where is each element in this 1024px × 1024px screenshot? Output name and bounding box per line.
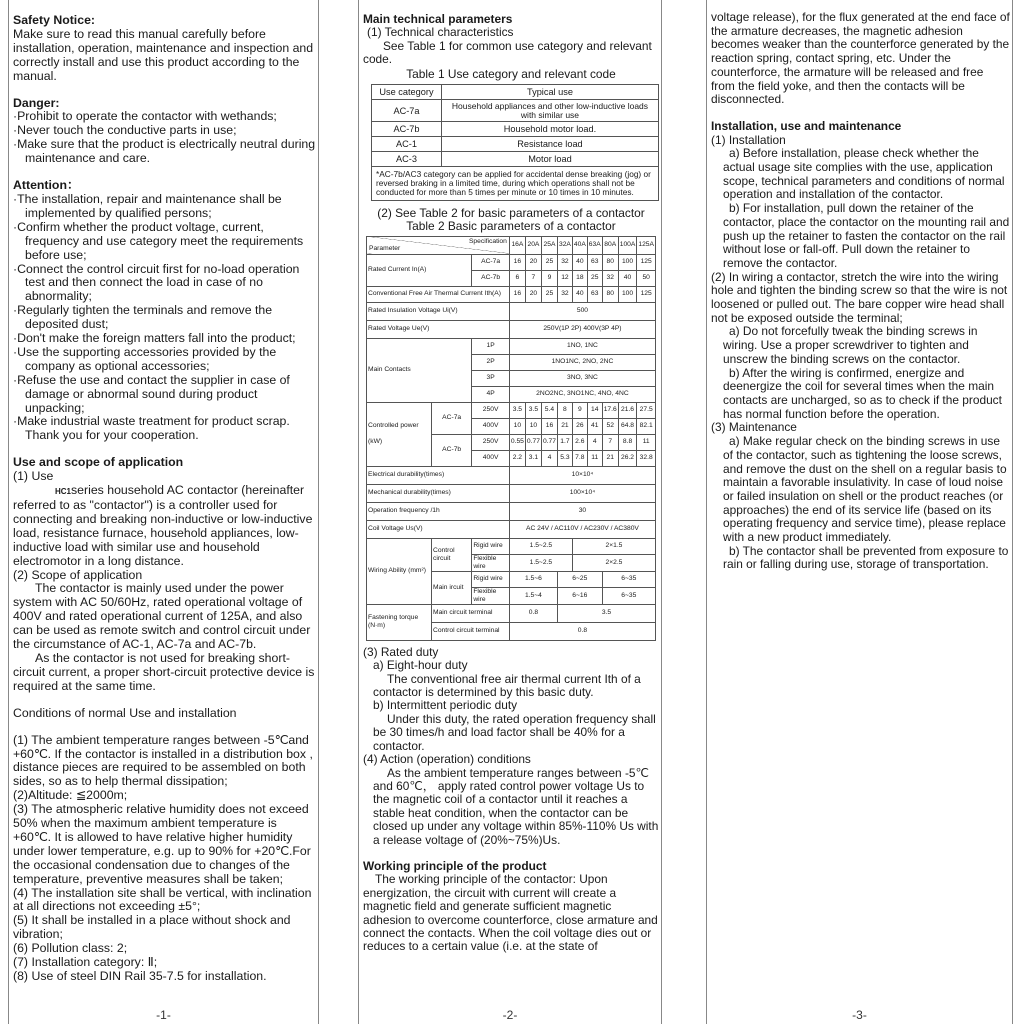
- table-cell: 3.5: [525, 402, 541, 418]
- table-cell: 63: [587, 254, 602, 270]
- table-cell: 30: [509, 502, 655, 520]
- table-cell: 0.55: [509, 434, 525, 450]
- table-cell: 52: [602, 418, 618, 434]
- table-cell: 2×1.5: [572, 538, 655, 554]
- table-cell: Wiring Ability (mm²): [367, 538, 432, 604]
- table-cell: 10×10⁴: [509, 466, 655, 484]
- table-cell: 3.1: [525, 450, 541, 466]
- page-number: -1-: [156, 1008, 171, 1022]
- table-cell: AC-7a: [432, 402, 472, 434]
- table-cell: 63A: [587, 236, 602, 254]
- main-params-title: Main technical parameters: [363, 12, 513, 26]
- table-cell: 20: [525, 286, 541, 302]
- table-cell: 0.8: [509, 604, 557, 622]
- continued-text: voltage release), for the flux generated at the end face of the armature decreases, the magnetic adhesion becomes weaker than the counterforce generated by the reaction spring, contact spring, etc. Under the counterforce, the armature will be released and free from the field yoke, and then the contacts will be disconnected.: [711, 10, 1010, 107]
- table-cell: AC-7a: [472, 254, 510, 270]
- attention-title: Attention：: [13, 178, 80, 193]
- wiring-b: b) After the wiring is confirmed, energize and deenergize the coil for several times when the main contacts are uncharged, so as to check if the product has normal function before the operation.: [723, 365, 1002, 421]
- condition-item: (1) The ambient temperature ranges between -5℃and +60℃. If the contactor is installed in a distribution box , distance pieces are required to be assembled on both sides, so as to help thermal dissipation;: [13, 732, 313, 789]
- manual-page-2: [358, 0, 662, 1024]
- table-basic-parameters: [366, 236, 656, 641]
- condition-item: (6) Pollution class: 2;: [13, 941, 128, 956]
- installation-b: b) For installation, pull down the retainer of the contactor, place the contactor on the mounting rail and push up the retainer to fasten the contactor on the rail without lose or fall-off. Pull down the retainer to remove the contactor.: [723, 201, 1010, 270]
- use-scope-title: Use and scope of application: [13, 455, 184, 470]
- table-use-category: [371, 84, 659, 201]
- table-cell: AC-7a: [372, 100, 442, 122]
- table-cell: 80A: [602, 236, 618, 254]
- table-cell: 1.5~2.5: [509, 538, 572, 554]
- scope-subtitle: (2) Scope of application: [13, 567, 143, 582]
- table-cell: 17.6: [602, 402, 618, 418]
- table-cell: 20A: [525, 236, 541, 254]
- table-cell: 16: [509, 286, 525, 302]
- condition-item: (5) It shall be installed in a place without shock and vibration;: [13, 913, 291, 942]
- table-cell: 16: [509, 254, 525, 270]
- condition-item: (3) The atmospheric relative humidity does not exceed 50% when the maximum ambient temperature is +60℃. It is allowed to have relative higher humidity under lower temperature, e.g. up to 90% for +20℃.For the occasional condensation due to changes of the temperature, preventive measures shall be taken;: [13, 802, 311, 886]
- attention-item: ·Confirm whether the product voltage, current, frequency and use category meet the requirements before use;: [13, 219, 304, 262]
- condition-item: (8) Use of steel DIN Rail 35-7.5 for installation.: [13, 969, 267, 983]
- table-cell: Controlled power (kW): [367, 402, 432, 466]
- table-row: [367, 236, 656, 254]
- table-cell: 9: [541, 270, 557, 286]
- table-cell: 100: [618, 286, 637, 302]
- table-cell: 4: [587, 434, 602, 450]
- table-cell: 250V: [472, 434, 510, 450]
- table-cell: Rated Voltage Ue(V): [367, 320, 510, 338]
- table-cell: 1.5~6: [509, 571, 557, 587]
- table-cell: 26.2: [618, 450, 637, 466]
- table-cell: 3.5: [509, 402, 525, 418]
- danger-item: ·Make sure that the product is electrically neutral during maintenance and care.: [13, 137, 316, 166]
- table-cell: Operation frequency /1h: [367, 502, 510, 520]
- table-cell: 11: [587, 450, 602, 466]
- table-cell: Resistance load: [441, 137, 658, 152]
- manual-page-1: [8, 0, 319, 1024]
- condition-item: (7) Installation category: Ⅱ;: [13, 955, 158, 970]
- manual-page-3: [706, 0, 1013, 1024]
- table-cell: Main circuit terminal: [432, 604, 510, 622]
- duty-a-text: The conventional free air thermal current Ith of a contactor is determined by this basic duty.: [373, 671, 641, 700]
- maintenance-subtitle: (3) Maintenance: [711, 420, 797, 435]
- attention-item: ·Use the supporting accessories provided by the company as optional accessories;: [13, 344, 277, 373]
- table-cell: 6~35: [602, 587, 655, 604]
- table-cell: 1.5~4: [509, 587, 557, 604]
- table-cell: 4P: [472, 386, 510, 402]
- use-text: series household AC contactor (hereinafter referred to as "contactor") is a controller used for connecting and breaking non-inductive or low-inductive load, resistance furnace, household appliances, low-inductive load with similar use and household electromotor in a long distance.: [13, 483, 313, 568]
- use-subtitle: (1) Use: [13, 469, 54, 484]
- table-cell: 100A: [618, 236, 637, 254]
- page-number: -2-: [502, 1008, 518, 1022]
- table-header: Typical use: [441, 85, 658, 100]
- table-cell: 80: [602, 286, 618, 302]
- table-cell: 3NO, 3NC: [509, 370, 655, 386]
- table-cell: 32: [602, 270, 618, 286]
- duty-b-text: Under this duty, the rated operation frequency shall be 30 times/h and load factor shall be 40% for a contactor.: [373, 711, 656, 753]
- table-cell: 63: [587, 286, 602, 302]
- scope-text: The contactor is mainly used under the power system with AC 50/60Hz, rated operational voltage of 400V and rated operational current of 125A, and also can be used as remote switch and control circuit under the circumstance of AC-1, AC-7a and AC-7b.: [13, 581, 311, 652]
- table-cell: Coil Voltage Us(V): [367, 520, 510, 538]
- table-cell: 8.8: [618, 434, 637, 450]
- maintenance-b: b) The contactor shall be prevented from exposure to rain or falling during use, storage of transportation.: [723, 543, 1009, 572]
- table-cell: Rated Current In(A): [367, 254, 472, 286]
- table-cell: 10: [509, 418, 525, 434]
- table-cell: 7.8: [572, 450, 587, 466]
- table-row: [372, 100, 659, 122]
- table-row: [367, 402, 656, 418]
- installation-subtitle: (1) Installation: [711, 132, 786, 147]
- table-cell: Fastening torque (N·m): [367, 604, 432, 640]
- wiring-a: a) Do not forcefully tweak the binding screws in wiring. Use a proper screwdriver to tighten and unscrew the binding screws on the contactor.: [723, 324, 978, 366]
- table-cell: 21: [602, 450, 618, 466]
- working-principle-title: Working principle of the product: [363, 858, 547, 873]
- table-header: Use category: [372, 85, 442, 100]
- table2-caption: Table 2 Basic parameters of a contactor: [406, 219, 616, 234]
- table-row: [367, 286, 656, 302]
- maintenance-a: a) Make regular check on the binding screws in use of the contactor, such as tightening the loose screws, and remove the dust on the shell on a regular basis to maintain a favorable insulativity. In case of loud noise or failed insulation on shell or the product reaches (or approaches) the end of its service life (based on its operating frequency and service time), please replace with a new product immediately.: [723, 434, 1007, 545]
- table-cell: 10: [525, 418, 541, 434]
- table-cell: Main Contacts: [367, 338, 472, 402]
- table-cell: 400V: [472, 418, 510, 434]
- table2-intro: (2) See Table 2 for basic parameters of a contactor: [377, 206, 645, 221]
- attention-item: ·The installation, repair and maintenance shall be implemented by qualified persons;: [13, 191, 282, 220]
- table-cell: 3P: [472, 370, 510, 386]
- table-cell: 125: [637, 286, 656, 302]
- table-cell: 1NO1NC, 2NO, 2NC: [509, 354, 655, 370]
- table-cell: 8: [557, 402, 572, 418]
- safety-notice-title: Safety Notice:: [13, 13, 96, 27]
- table-cell: AC-7b: [432, 434, 472, 466]
- table-cell: 7: [525, 270, 541, 286]
- scope-text-2: As the contactor is not used for breaking short-circuit current, a proper short-circuit protective device is required at the same time.: [13, 650, 315, 693]
- table-cell: 2NO2NC, 3NO1NC, 4NO, 4NC: [509, 386, 655, 402]
- table-cell: 25: [541, 286, 557, 302]
- table-cell: Rigid wire: [472, 571, 510, 587]
- table-row: [367, 604, 656, 622]
- attention-item: ·Connect the control circuit first for no-load operation test and then connect the load in case of no abnormality;: [13, 261, 300, 304]
- table-cell: Flexible wire: [472, 587, 510, 604]
- table-cell: 2.2: [509, 450, 525, 466]
- table-cell: 32.8: [637, 450, 656, 466]
- danger-item: ·Never touch the conductive parts in use;: [13, 123, 237, 138]
- page-2-content: [363, 13, 659, 954]
- table-cell: AC 24V / AC110V / AC230V / AC380V: [509, 520, 655, 538]
- table-cell: 64.8: [618, 418, 637, 434]
- duty-b: b) Intermittent periodic duty: [373, 698, 518, 713]
- table-row: [367, 538, 656, 554]
- table1-caption: Table 1 Use category and relevant code: [406, 66, 616, 81]
- table-cell: 250V(1P 2P) 400V(3P 4P): [509, 320, 655, 338]
- action-text: As the ambient temperature ranges between -5℃ and 60℃， apply rated control power voltage Us to the magnetic coil of a contactor until it reaches a stable heat condition, when the contactor can be closed up under any voltage within 85%-110% Us with a release voltage of (20%~75%)Us.: [373, 765, 659, 847]
- table-cell: 21: [557, 418, 572, 434]
- table-cell: Rigid wire: [472, 538, 510, 554]
- table-cell: 9: [572, 402, 587, 418]
- action-title: (4) Action (operation) conditions: [363, 752, 531, 767]
- table-cell: 40: [572, 286, 587, 302]
- working-principle-text: The working principle of the contactor: Upon energization, the circuit with current will create a magnetic field and generate sufficient magnetic adhesion to overcome counterforce, close armature and connect the contacts. When the coil voltage dies out or reduces to a certain value (i.e. at the state of: [363, 872, 658, 954]
- table-cell: 32: [557, 254, 572, 270]
- table-cell: 4: [541, 450, 557, 466]
- table-cell: 32: [557, 286, 572, 302]
- table-row: [367, 466, 656, 484]
- table-row: [367, 254, 656, 270]
- table-cell: 0.77: [525, 434, 541, 450]
- page-1-content: [13, 14, 316, 984]
- table-cell: Main ircuit: [432, 571, 472, 604]
- table-cell: 80: [602, 254, 618, 270]
- table-row: [367, 520, 656, 538]
- safety-notice-text: Make sure to read this manual carefully before installation, operation, maintenance and inspection and correctly install and use this product according to the manual.: [13, 26, 314, 83]
- table-row: [367, 502, 656, 520]
- table-cell: 100×10⁴: [509, 484, 655, 502]
- condition-item: (4) The installation site shall be vertical, with inclination at all directions not exceeding ±5°;: [13, 885, 312, 914]
- duty-a: a) Eight-hour duty: [373, 658, 468, 673]
- attention-item: ·Refuse the use and contact the supplier in case of damage or abnormal sound during product unpacking;: [13, 372, 290, 415]
- table-cell: 6~16: [557, 587, 602, 604]
- table-cell: 1NO, 1NC: [509, 338, 655, 354]
- table-cell: 50: [637, 270, 656, 286]
- table-cell: 18: [572, 270, 587, 286]
- table-cell: 11: [637, 434, 656, 450]
- table-row: [367, 320, 656, 338]
- table-cell: 16A: [509, 236, 525, 254]
- table-cell: 2P: [472, 354, 510, 370]
- table-row: [367, 302, 656, 320]
- table-cell: 400V: [472, 450, 510, 466]
- table-cell: 6~25: [557, 571, 602, 587]
- table-cell: 40: [618, 270, 637, 286]
- table-cell: AC-7b: [472, 270, 510, 286]
- table-cell: 125: [637, 254, 656, 270]
- tech-text: See Table 1 for common use category and relevant code.: [363, 38, 652, 67]
- table-cell: 125A: [637, 236, 656, 254]
- attention-item: ·Regularly tighten the terminals and remove the deposited dust;: [13, 303, 273, 332]
- table-cell: AC-1: [372, 137, 442, 152]
- table-cell: 3.5: [557, 604, 655, 622]
- table-cell: 16: [541, 418, 557, 434]
- table-cell: 2×2.5: [572, 554, 655, 571]
- table-cell: AC-3: [372, 152, 442, 167]
- table-cell: 82.1: [637, 418, 656, 434]
- table-cell: 6: [509, 270, 525, 286]
- table-cell: 2.6: [572, 434, 587, 450]
- table-cell: Electrical durability(times): [367, 466, 510, 484]
- table-cell: 32A: [557, 236, 572, 254]
- table-cell: Household appliances and other low-inductive loads with similar use: [441, 100, 658, 122]
- table-cell: Control circuit: [432, 538, 472, 571]
- table-cell: 26: [572, 418, 587, 434]
- table-cell: 27.5: [637, 402, 656, 418]
- conditions-title: Conditions of normal Use and installation: [13, 705, 237, 720]
- table-row: [367, 338, 656, 354]
- table-cell: 0.8: [509, 622, 655, 640]
- table-row: [372, 152, 659, 167]
- table-cell: Rated Insulation Voltage Ui(V): [367, 302, 510, 320]
- tech-subtitle: (1) Technical characteristics: [367, 25, 514, 40]
- table-cell: 100: [618, 254, 637, 270]
- table-cell: 1.5~2.5: [509, 554, 572, 571]
- table-cell: 5.3: [557, 450, 572, 466]
- table-cell: Control circuit terminal: [432, 622, 510, 640]
- table-cell: 25A: [541, 236, 557, 254]
- table-cell: Flexible wire: [472, 554, 510, 571]
- table-row: [372, 137, 659, 152]
- table-row: [372, 122, 659, 137]
- danger-item: ·Prohibit to operate the contactor with wethands;: [13, 109, 277, 124]
- table-cell: 20: [525, 254, 541, 270]
- table-cell: Mechanical durability(times): [367, 484, 510, 502]
- table-cell: 40: [572, 254, 587, 270]
- table-cell: 0.77: [541, 434, 557, 450]
- page-number: -3-: [852, 1008, 867, 1022]
- attention-item: ·Don't make the foreign matters fall into the product;: [13, 331, 296, 346]
- table-cell: 1P: [472, 338, 510, 354]
- table-cell: 21.6: [618, 402, 637, 418]
- installation-a: a) Before installation, please check whether the actual usage site complies with the use, application scope, technical parameters and conditions of normal operation and installation of the contactor.: [723, 146, 1005, 202]
- table-cell: 40A: [572, 236, 587, 254]
- table-cell: 1.7: [557, 434, 572, 450]
- table-cell: 6~35: [602, 571, 655, 587]
- page-3-content: [711, 11, 1010, 572]
- table-cell: AC-7b: [372, 122, 442, 137]
- table-cell: Household motor load.: [441, 122, 658, 137]
- table-cell: 14: [587, 402, 602, 418]
- table-cell: 25: [541, 254, 557, 270]
- attention-item: ·Make industrial waste treatment for product scrap. Thank you for your cooperation.: [13, 414, 290, 443]
- wiring-paragraph: (2) In wiring a contactor, stretch the wire into the wiring hole and tighten the binding screw so that the wire is not loosened or pulled out. The bare copper wire head shall not be exposed outside the terminal;: [711, 269, 1008, 325]
- table-cell: 25: [587, 270, 602, 286]
- table-cell: Conventional Free Air Thermal Current Ith(A): [367, 286, 510, 302]
- table-cell: Motor load: [441, 152, 658, 167]
- danger-title: Danger:: [13, 95, 60, 110]
- table-cell: 41: [587, 418, 602, 434]
- installation-title: Installation, use and maintenance: [711, 118, 902, 133]
- table-cell: 5.4: [541, 402, 557, 418]
- table1-note: *AC-7b/AC3 category can be applied for accidental dense breaking (jog) or reversed braking in a limited time, during which operations shall not be conducted for more than 5 times per minute or 10 times in 10 minutes.: [372, 167, 659, 201]
- table-row: [367, 484, 656, 502]
- table-cell: Specification Parameter: [367, 236, 510, 254]
- table-cell: 500: [509, 302, 655, 320]
- table-cell: 250V: [472, 402, 510, 418]
- rated-duty-title: (3) Rated duty: [363, 644, 439, 659]
- table-cell: 7: [602, 434, 618, 450]
- table-cell: 12: [557, 270, 572, 286]
- series-code: HC1: [55, 487, 72, 497]
- condition-item: (2)Altitude: ≦2000m;: [13, 788, 128, 803]
